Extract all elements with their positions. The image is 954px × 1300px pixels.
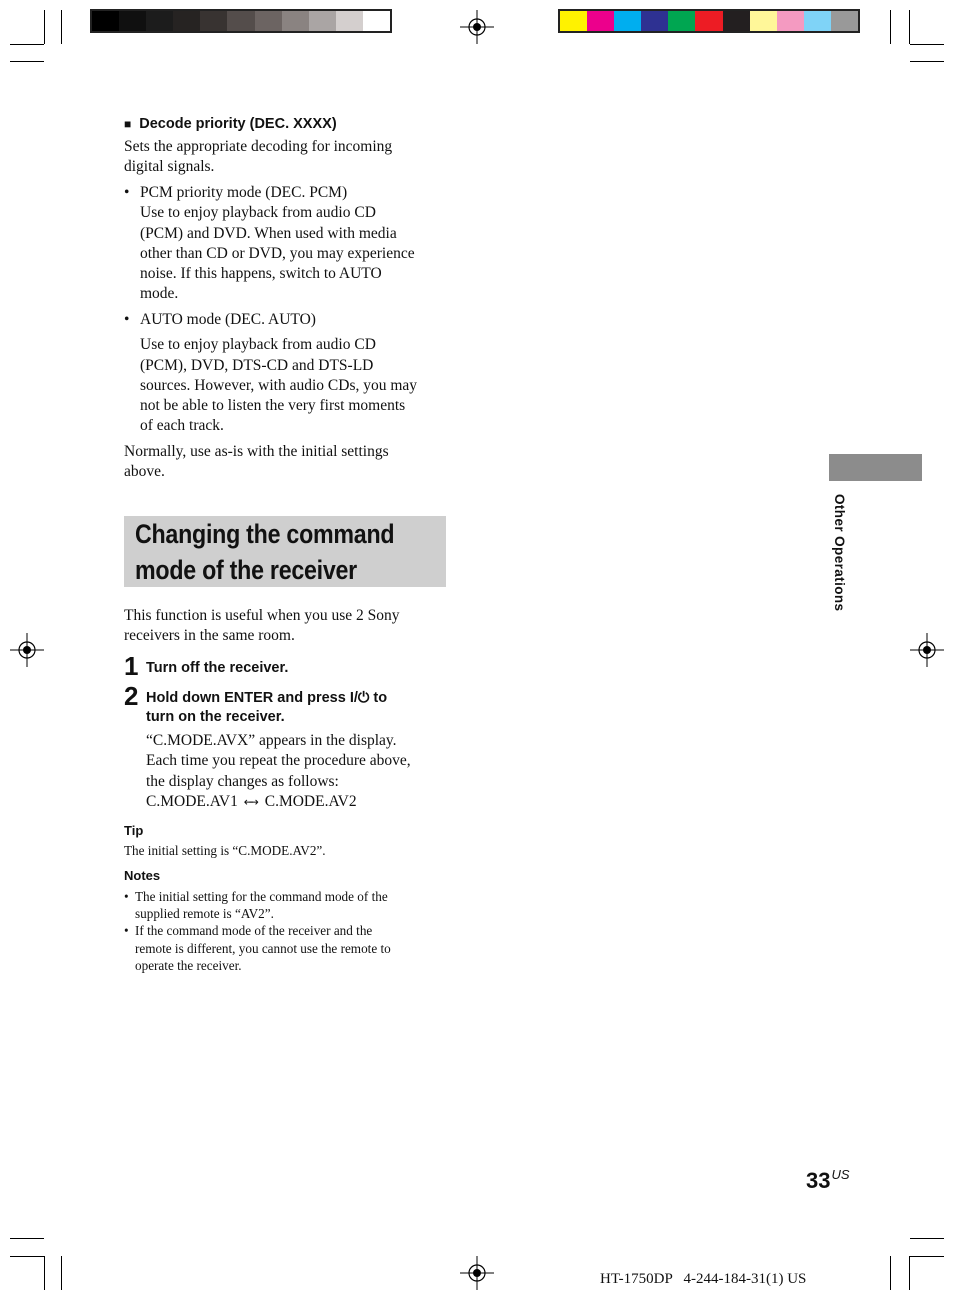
section-title-line: Changing the command [135,519,395,549]
bullet-icon: • [124,889,129,904]
decode-item-line: not be able to listen the very first moments [140,397,406,415]
step-2-number: 2 [124,681,139,711]
decode-item-line: mode. [140,285,179,303]
decode-item-title: AUTO mode (DEC. AUTO) [140,311,316,328]
color-swatch [831,11,858,31]
color-swatch [695,11,722,31]
decode-item-line: (PCM), DVD, DTS-CD and DTS-LD [140,356,374,374]
color-swatch [309,11,336,31]
color-swatch [227,11,254,31]
page-number [806,1168,850,1194]
notes-heading: Notes [124,868,161,883]
decode-heading [124,116,337,132]
decode-intro [124,137,454,178]
decode-outro-line: Normally, use as-is with the initial settings [124,443,389,460]
double-arrow-icon: ←→ [243,794,254,809]
page-number-value: 33 [806,1168,831,1193]
decode-intro-line: digital signals. [124,158,215,176]
color-calibration-bar [558,9,860,33]
color-swatch [614,11,641,31]
decode-item-line: noise. If this happens, switch to AUTO [140,265,382,283]
bullet-icon: • [124,184,130,201]
decode-item-line: sources. However, with audio CDs, you may [140,376,418,394]
mode-to: C.MODE.AV2 [264,792,357,810]
note-line: If the command mode of the receiver and the [135,923,373,939]
color-swatch [255,11,282,31]
decode-item-line: of each track. [140,417,224,435]
step-line: turn on the receiver. [146,709,285,725]
decode-item-pcm [124,183,454,305]
decode-outro [124,442,454,483]
decode-item-line: other than CD or DVD, you may experience [140,244,415,262]
step-2-detail [146,731,446,812]
mode-from: C.MODE.AV1 [146,792,238,810]
color-swatch [173,11,200,31]
color-swatch [92,11,119,31]
note-item [124,888,454,922]
color-swatch [777,11,804,31]
step-line: Turn off the receiver. [146,660,289,676]
color-swatch [560,11,587,31]
color-swatch [282,11,309,31]
notes-list [124,888,454,974]
step-2-text [146,689,446,727]
decode-item-auto [124,310,454,437]
section-intro-line: This function is useful when you use 2 Sony [124,607,400,624]
decode-item-line: Use to enjoy playback from audio CD [140,336,376,354]
section-intro-line: receivers in the same room. [124,627,295,645]
note-item [124,922,454,974]
section-title-line: mode of the receiver [135,555,357,585]
color-swatch [804,11,831,31]
mode-sequence [146,792,446,812]
color-swatch [641,11,668,31]
step-1-number: 1 [124,651,139,681]
registration-mark-left [10,633,44,667]
note-line: remote is different, you cannot use the remote to [135,940,391,956]
side-tab-label: Other Operations [832,494,847,612]
color-swatch [668,11,695,31]
note-line: supplied remote is “AV2”. [135,906,274,922]
color-swatch [336,11,363,31]
model-code: HT-1750DP 4-244-184-31(1) US [600,1271,807,1287]
decode-intro-line: Sets the appropriate decoding for incoming [124,138,393,155]
registration-mark-bottom [460,1256,494,1290]
step-detail-line: the display changes as follows: [146,772,339,790]
square-marker-icon: ■ [124,117,132,131]
decode-item-line: Use to enjoy playback from audio CD [140,204,376,222]
section-intro [124,606,454,647]
bullet-icon: • [124,311,130,328]
color-swatch [363,11,390,31]
registration-mark-right [910,633,944,667]
section-heading-box [124,516,446,587]
decode-item-title: PCM priority mode (DEC. PCM) [140,184,348,201]
color-swatch [119,11,146,31]
decode-heading-text: Decode priority (DEC. XXXX) [139,116,337,132]
tip-heading: Tip [124,823,144,838]
step-detail-line: “C.MODE.AVX” appears in the display. [146,732,397,749]
tip-text: The initial setting is “C.MODE.AV2”. [124,843,326,858]
step-line: Hold down ENTER and press I/⏻ to [146,690,388,706]
color-swatch [146,11,173,31]
section-title [135,516,394,588]
color-swatch [750,11,777,31]
decode-outro-line: above. [124,463,165,481]
step-detail-line: Each time you repeat the procedure above, [146,752,411,770]
step-1-text [146,659,446,678]
color-swatch [200,11,227,31]
page-number-suffix: US [831,1167,850,1182]
note-line: operate the receiver. [135,957,242,973]
registration-mark-top [460,10,494,44]
color-swatch [587,11,614,31]
color-swatch [723,11,750,31]
grayscale-calibration-bar [90,9,392,33]
decode-item-line: (PCM) and DVD. When used with media [140,224,397,242]
bullet-icon: • [124,923,129,939]
side-tab [829,454,922,481]
note-line: The initial setting for the command mode of the [135,889,388,904]
